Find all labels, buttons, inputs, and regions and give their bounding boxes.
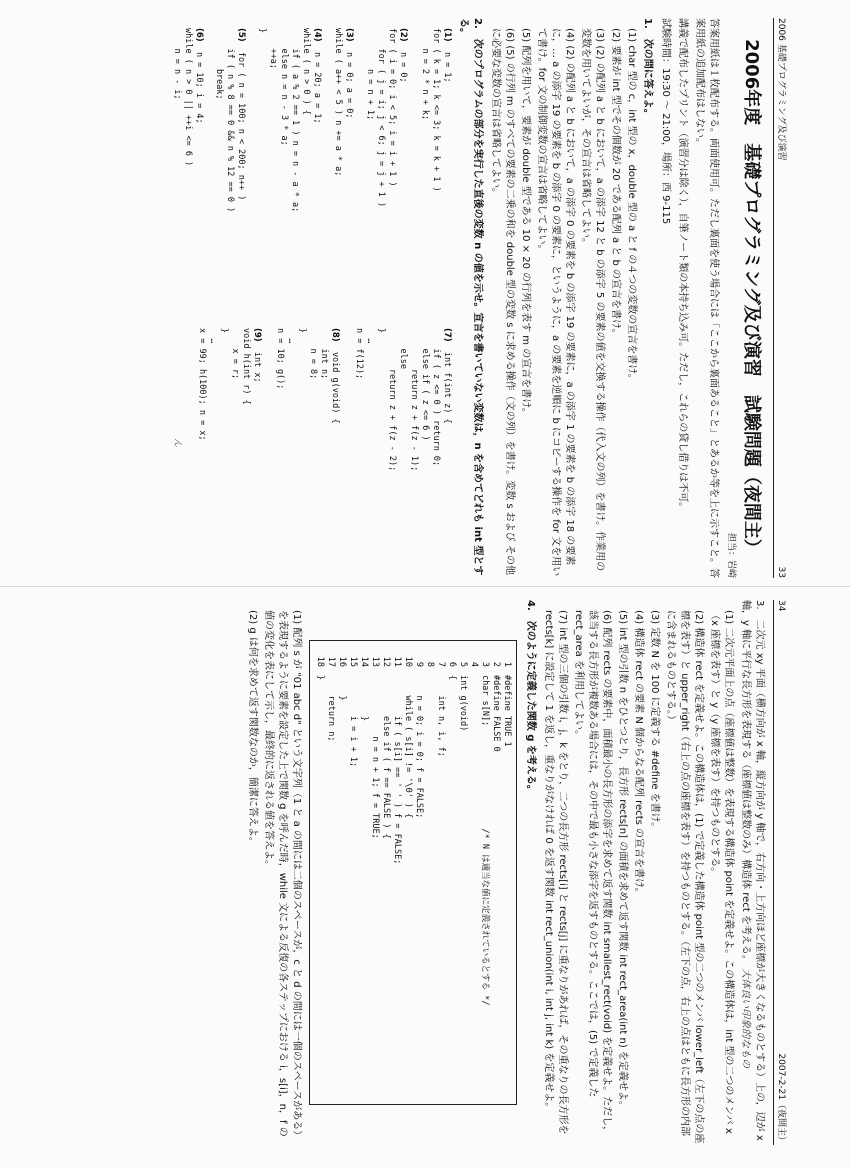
line-number: 4 xyxy=(469,661,479,667)
line-number: 7 xyxy=(436,661,446,667)
code-block-1: (1) n = 1; for ( k = 1; k <= 3; k = k + 1 ) n = 2 * n + k; xyxy=(420,28,452,192)
line-number: 6 xyxy=(447,661,457,667)
q1-6: (6) (5) の行列 m のすべての要素の二乗の和を double 型の変数 s に求める操作（文の列）を書け。変数 s および その他に必要な変数の宣言は省略してよい。 xyxy=(490,28,515,575)
code-line xyxy=(391,649,402,1096)
page-34 xyxy=(45,600,790,1145)
line-code: } xyxy=(315,675,325,681)
code-line xyxy=(457,649,468,1096)
q3-4: (4) 構造体 rect の要素 N 個からなる配列 rects の宣言を書け。 xyxy=(633,610,644,898)
section-1-heading: 1. 次の問に答えよ。 xyxy=(642,18,653,119)
function-g-listing xyxy=(309,640,517,1105)
line-number: 5 xyxy=(458,661,468,667)
handwritten-mark: ん xyxy=(172,438,182,448)
line-code: i = i + 1; xyxy=(348,675,358,768)
code-line xyxy=(468,649,479,1096)
line-code: n = 0; i = 0; f = FALSE; xyxy=(414,675,424,819)
code-block-5: (5) for ( n = 100; n < 200; n++ ) if ( n % 8 == 0 && n % 12 == 0 ) break; xyxy=(214,28,246,213)
line-code: { xyxy=(447,675,457,681)
code-line xyxy=(314,649,325,1096)
line-code: return n; xyxy=(326,675,336,742)
line-number: 16 xyxy=(337,656,347,667)
code-block-9: (9) int x; void h(int r) { x = r; } … x = 99; h(100); n = x; xyxy=(197,328,262,441)
code-line xyxy=(490,649,501,1096)
line-number: 1 xyxy=(502,661,512,667)
code-line xyxy=(402,649,413,1096)
code-line xyxy=(413,649,424,1096)
line-number: 17 xyxy=(326,656,336,667)
note-time-place: 試験時間：19:30 ～ 21:00，場所：西 9-115 xyxy=(660,18,671,225)
line-number: 13 xyxy=(370,656,380,667)
page-33-header xyxy=(773,18,790,578)
exam-author: 担当：岩崎 xyxy=(726,532,736,578)
section-3-intro: 3. 二次元 xy 平面（横方向が x 軸，縦方向が y 軸で，右方向・上方向ほど座標が大きくなるものとする）上の，辺が x 軸，y 軸に平行な長方形を表現する（座標値は整数のみ）構造体 rect を考える。 大体良い印象的なもの xyxy=(740,600,765,1141)
code-line xyxy=(369,649,380,1096)
q1-3: (3) (2) の配列 a と b において，a の添字 12 と b の添字 5 の要素の値を交換する操作（代入文の列）を書け。作業用の変数を用いてよいが，その宣言は省略してよい。 xyxy=(580,28,605,572)
q3-7: (7) int 型の三個の引数 i，j，k をとり，二つの長方形 rects[i] と rects[j] に重なりがあれば，その重なりの長方形を rects[k] に設定して 1 を返し，重なりがなければ 0 を返す関数 int rect_union(int i, int j, int k) を定義せよ。 xyxy=(543,610,568,1135)
code-line xyxy=(435,649,446,1096)
line-number: 11 xyxy=(392,656,402,667)
line-code: while ( s[i] != '\0' ) { xyxy=(403,675,413,819)
page-34-header xyxy=(773,600,790,1145)
page-fold-line xyxy=(0,586,850,587)
line-code: if ( s[i] == ' ' ) f = FALSE; xyxy=(392,675,402,865)
note-materials: 講義で配布したプリント（演習分は除く），自筆ノート類の本持ち込み可。ただし，これらの貸し借りは不可。 xyxy=(677,18,688,513)
q3-1: (1) 二次元平面上の点（座標値は整数）を表現する構造体 point を定義せよ。この構造体は，int 型の二つのメンバ x（x 座標を表す）と y（y 座標を表す）を持つものとする。 xyxy=(709,610,734,1134)
code-block-3: (3) n = 0; a = 0; while ( a++ < 5 ) n += a * a; xyxy=(333,28,354,177)
line-code: #define TRUE 1 xyxy=(502,675,512,747)
section-2-code-columns xyxy=(122,18,452,578)
code-line xyxy=(501,649,512,1096)
q3-3: (3) 定数 N を 100 に定義する #define を書け。 xyxy=(649,610,660,833)
line-code: int n, i, f; xyxy=(436,675,446,757)
q1-4: (4) (2) の配列 a と b において，a の添字 0 の要素を b の添字 19 の要素に，a の添字 1 の要素を b の添字 18 の要素に，… a の添字 19 の要素を b の添字 0 の要素に，というように，a の要素を逆順に b にコピーする操作を for 文を用いて書け。for 文の制御変数の宣言は省略してよい。 xyxy=(536,28,575,577)
code-block-7: (7) int f(int z) { if ( z <= 0 ) return 0; else if ( z <= 6 ) return z + f(z - 1); else return z + f(z - 2); } … n = f(12); xyxy=(354,328,452,472)
page-number-34: 34 xyxy=(776,600,786,612)
line-code: } xyxy=(359,675,369,722)
code-line xyxy=(358,649,369,1096)
q3-6: (6) 配列 rects の要素中，面積最小の長方形の添字を求めて返す関数 int smallest_rect(void) を定義せよ。ただし，該当する長方形が複数ある場合には，その中で最も小さな添字を返すものとする。ここでは，(5) で定義した rect_area を利用してよい。 xyxy=(573,610,612,1137)
line-number: 2 xyxy=(491,661,501,667)
line-number: 12 xyxy=(381,656,391,667)
q1-2: (2) 要素が int 型でその個数が 20 である配列 a と b の宣言を書け。 xyxy=(610,28,621,339)
line-number: 18 xyxy=(315,656,325,667)
code-block-4: (4) n = 20; a = 1; while ( n > 0 ) { if ( a % 2 == 1 ) n = n - a * a; else n = n - 3 * a; ++a; } xyxy=(257,28,322,213)
line-code: } xyxy=(337,675,347,701)
q1-1: (1) char 型の c，int 型の x，double 型の a と f の４つの変数の宣言を書け。 xyxy=(626,28,637,384)
line-number: 8 xyxy=(425,661,435,667)
section-2-heading: 2. 次のプログラムの部分を実行した直後の変数 n の値を示せ。宣言を書いていない変数は，n を含めてどれも int 型とする。 xyxy=(458,18,483,576)
section-4-heading: 4. 次のように定義した関数 g を考える。 xyxy=(525,600,536,795)
q1-5: (5) 配列を用いて，要素が double 型である 10 × 20 の行列を表す m の宣言を書け。 xyxy=(520,28,531,418)
handwritten-note: 大体良い印象的なもの xyxy=(740,968,751,1069)
page-33 xyxy=(45,18,790,578)
line-code: char s[N]; /* N は適当な値に定義されているとする */ xyxy=(480,675,490,1006)
q4-2: (2) g は何を求めて返す関数なのか，簡潔に答えよ。 xyxy=(247,610,258,847)
q3-2: (2) 構造体 rect を定義せよ。この構造体は，(1) で定義した構造体 point 型の二つのメンバ lower_left（左下の点の座標を表す）と upper_right（右上の点の座標を表す）を持つものとする。（左下の点，右上の点はともに長方形の内部に含まれるものとする。） xyxy=(665,610,704,1144)
line-number: 15 xyxy=(348,656,358,667)
note-answer-sheet: 答案用紙は１枚配布する。両面使用可。ただし裏面を使う場合には「ここから裏面あること」とあるか等を上に示すこと。答案用紙の追加配布はしない。 xyxy=(694,18,719,578)
exam-title: 2006年度 基礎プログラミング及び演習 試験問題（夜間主） xyxy=(741,39,762,557)
code-line xyxy=(479,649,490,1096)
line-number: 9 xyxy=(414,661,424,667)
code-block-6: (6) n = 10; i = 4; while ( n > 0 || ++i <= 6 ) n = n - i; xyxy=(172,28,204,167)
code-block-2: (2) n = 0; for ( i = 0; i < 5; i = i + 1 ) for ( j = i; j < 6; j = j + 1 ) n = n + 1; xyxy=(365,28,408,208)
code-line xyxy=(380,649,391,1096)
q3-5: (5) int 型の引数 n をひとつとり，長方形 rects[n] の面積を求めて返す関数 int rect_area(int n) を定義せよ。 xyxy=(617,610,628,1111)
header-date: 2007-2-21（夜間主） xyxy=(776,1053,786,1145)
q4-1: (1) 配列 s が "01 abc d" という文字列（1 と a の間には二個のスペースが，c と d の間には一個のスペースがある）を表現するように要素を設定した上で関数 g を呼んだ時，while 文による反復の各ステップにおける i，s[i]，n，f の値の変化を表にして示し，最終的に返される値を答えよ。 xyxy=(263,610,302,1141)
line-code: else if ( f == FALSE ) { xyxy=(381,675,391,839)
code-line xyxy=(446,649,457,1096)
header-course: 2006 基礎プログラミング及び演習 xyxy=(776,18,786,161)
line-code: n = n + 1; f = TRUE; xyxy=(370,675,380,839)
line-code: int g(void) xyxy=(458,675,468,732)
code-line xyxy=(424,649,435,1096)
line-number: 10 xyxy=(403,656,413,667)
code-line xyxy=(325,649,336,1096)
line-number: 14 xyxy=(359,656,369,667)
page-number: 33 xyxy=(776,566,786,578)
code-block-8: (8) void g(void) { int n; n = 8; } … n = 10; g(); xyxy=(275,328,340,424)
code-line xyxy=(336,649,347,1096)
code-line xyxy=(347,649,358,1096)
line-number: 3 xyxy=(480,661,490,667)
line-code: #define FALSE 0 xyxy=(491,675,501,752)
